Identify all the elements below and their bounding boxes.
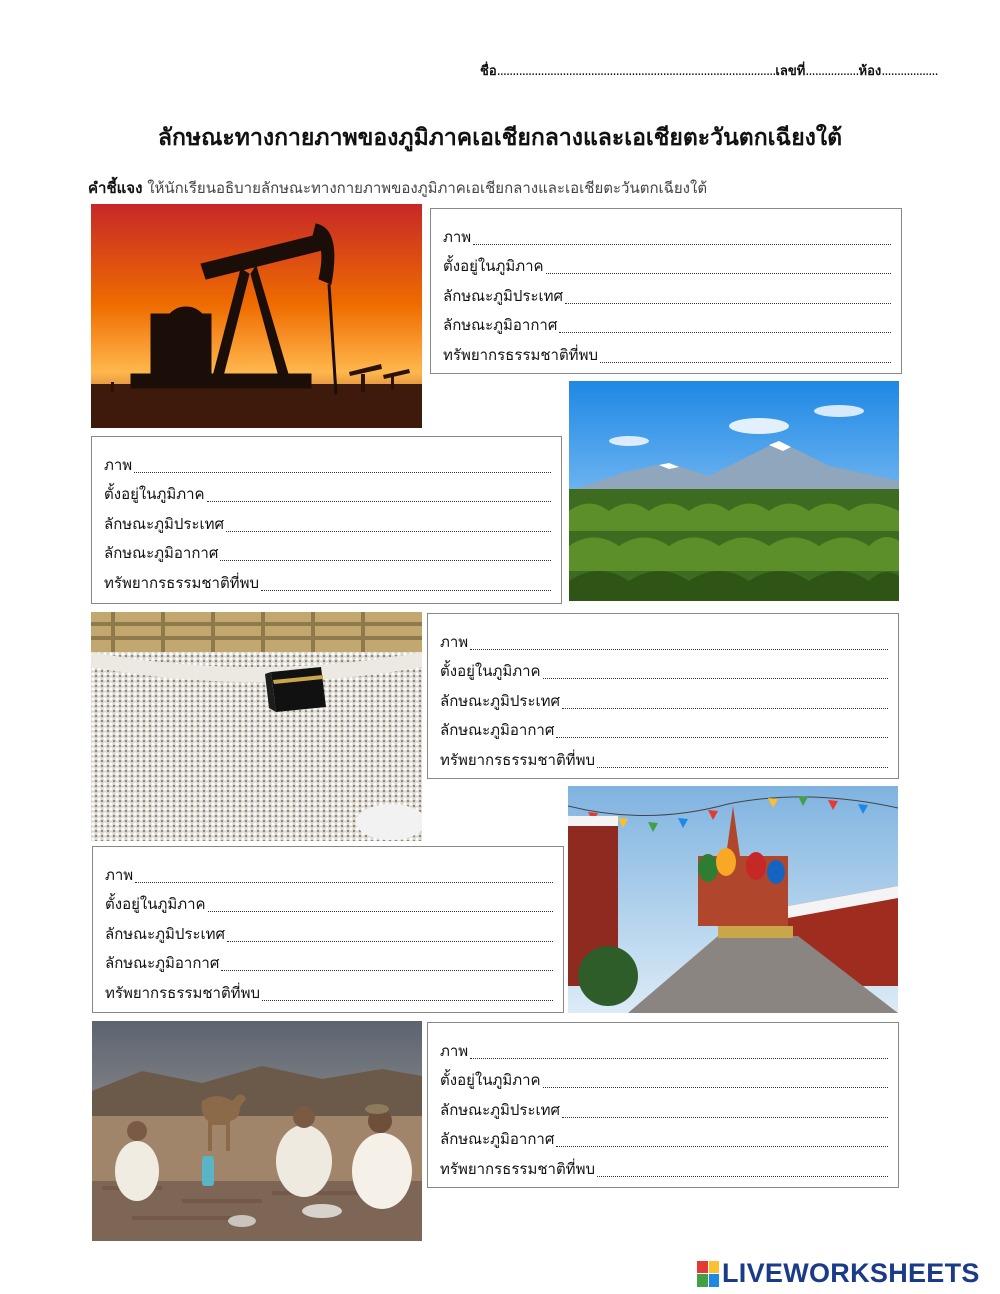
picture-row — [440, 1033, 888, 1063]
terrain-label: ลักษณะภูมิประเทศ — [443, 286, 564, 305]
region-row — [443, 249, 891, 279]
climate-input[interactable] — [221, 950, 553, 971]
terrain-input[interactable] — [565, 283, 891, 304]
climate-label: ลักษณะภูมิอากาศ — [104, 544, 219, 562]
resources-row — [440, 742, 888, 772]
climate-label: ลักษณะภูมิอากาศ — [443, 316, 558, 334]
region-label: ตั้งอยู่ในภูมิภาค — [443, 257, 544, 275]
region-label: ตั้งอยู่ในภูมิภาค — [105, 895, 206, 913]
page-title: ลักษณะทางกายภาพของภูมิภาคเอเชียกลางและเอเชียตะวันตกเฉียงใต้ — [157, 125, 843, 151]
answer-box-2 — [91, 436, 562, 604]
terrain-row — [440, 1092, 888, 1122]
oil-pump-jack-sunset-photo — [91, 204, 422, 428]
climate-row — [104, 536, 551, 566]
logo-mark-icon — [697, 1261, 719, 1287]
resources-row — [443, 337, 891, 367]
resources-label: ทรัพยากรธรรมชาติที่พบ — [443, 345, 598, 364]
logo-text: LIVEWORKSHEETS — [722, 1258, 980, 1288]
resources-input[interactable] — [262, 980, 553, 1001]
terrain-label: ลักษณะภูมิประเทศ — [440, 691, 561, 710]
picture-input[interactable] — [134, 452, 551, 473]
picture-label: ภาพ — [105, 865, 134, 884]
climate-row — [443, 308, 891, 338]
desert-camel-men-photo — [92, 1021, 422, 1241]
region-label: ตั้งอยู่ในภูมิภาค — [440, 1071, 541, 1089]
resources-row — [440, 1151, 888, 1181]
answer-box-4 — [92, 846, 564, 1013]
region-input[interactable] — [546, 253, 891, 274]
name-label: ชื่อ — [480, 64, 497, 79]
climate-label: ลักษณะภูมิอากาศ — [105, 954, 220, 972]
liveworksheets-logo — [697, 1258, 980, 1289]
region-input[interactable] — [543, 658, 888, 679]
picture-row — [440, 624, 888, 654]
region-row — [105, 887, 553, 917]
picture-input[interactable] — [135, 862, 553, 883]
region-input[interactable] — [543, 1067, 888, 1088]
region-row — [440, 654, 888, 684]
climate-row — [105, 946, 553, 976]
region-row — [440, 1063, 888, 1093]
terrain-row — [443, 278, 891, 308]
resources-label: ทรัพยากรธรรมชาติที่พบ — [104, 573, 259, 592]
picture-label: ภาพ — [440, 632, 469, 651]
region-input[interactable] — [207, 481, 551, 502]
resources-label: ทรัพยากรธรรมชาติที่พบ — [105, 983, 260, 1002]
resources-label: ทรัพยากรธรรมชาติที่พบ — [440, 1159, 595, 1178]
resources-row — [105, 975, 553, 1005]
red-square-market-photo — [568, 786, 898, 1013]
resources-input[interactable] — [600, 342, 891, 363]
picture-input[interactable] — [470, 1038, 888, 1059]
terrain-row — [105, 916, 553, 946]
resources-input[interactable] — [597, 1156, 888, 1177]
picture-row — [104, 447, 551, 477]
terrain-input[interactable] — [227, 921, 553, 942]
picture-input[interactable] — [473, 224, 891, 245]
terrain-row — [440, 683, 888, 713]
region-label: ตั้งอยู่ในภูมิภาค — [104, 485, 205, 503]
instructions — [88, 176, 707, 200]
picture-label: ภาพ — [440, 1041, 469, 1060]
picture-input[interactable] — [470, 629, 888, 650]
terrain-label: ลักษณะภูมิประเทศ — [104, 514, 225, 533]
number-label: เลขที่ — [775, 64, 806, 79]
picture-label: ภาพ — [104, 455, 133, 474]
terrain-input[interactable] — [562, 1097, 888, 1118]
picture-label: ภาพ — [443, 227, 472, 246]
kaaba-mecca-pilgrims-photo — [91, 612, 422, 841]
climate-row — [440, 713, 888, 743]
resources-row — [104, 565, 551, 595]
climate-row — [440, 1122, 888, 1152]
instructions-text: ให้นักเรียนอธิบายลักษณะทางกายภาพของภูมิภาคเอเชียกลางและเอเชียตะวันตกเฉียงใต้ — [147, 179, 708, 197]
climate-input[interactable] — [556, 717, 888, 738]
climate-input[interactable] — [556, 1126, 888, 1147]
terrain-input[interactable] — [562, 688, 888, 709]
picture-row — [105, 857, 553, 887]
climate-input[interactable] — [559, 312, 891, 333]
region-row — [104, 477, 551, 507]
region-input[interactable] — [208, 891, 553, 912]
terrain-label: ลักษณะภูมิประเทศ — [105, 924, 226, 943]
resources-label: ทรัพยากรธรรมชาติที่พบ — [440, 750, 595, 769]
resources-input[interactable] — [261, 570, 551, 591]
instructions-label: คำชี้แจง — [88, 179, 143, 197]
answer-box-3 — [427, 613, 899, 779]
resources-input[interactable] — [597, 747, 888, 768]
terrain-input[interactable] — [226, 511, 551, 532]
climate-label: ลักษณะภูมิอากาศ — [440, 1130, 555, 1148]
mountain-vineyard-photo — [569, 381, 899, 601]
terrain-label: ลักษณะภูมิประเทศ — [440, 1100, 561, 1119]
student-info-line: ชื่อ.........................................................................................เลขที่.................ห้อง.................. — [480, 64, 938, 79]
answer-box-5 — [427, 1022, 899, 1188]
room-label: ห้อง — [858, 64, 882, 79]
terrain-row — [104, 506, 551, 536]
region-label: ตั้งอยู่ในภูมิภาค — [440, 662, 541, 680]
climate-input[interactable] — [220, 540, 551, 561]
picture-row — [443, 219, 891, 249]
answer-box-1 — [430, 208, 902, 374]
climate-label: ลักษณะภูมิอากาศ — [440, 721, 555, 739]
